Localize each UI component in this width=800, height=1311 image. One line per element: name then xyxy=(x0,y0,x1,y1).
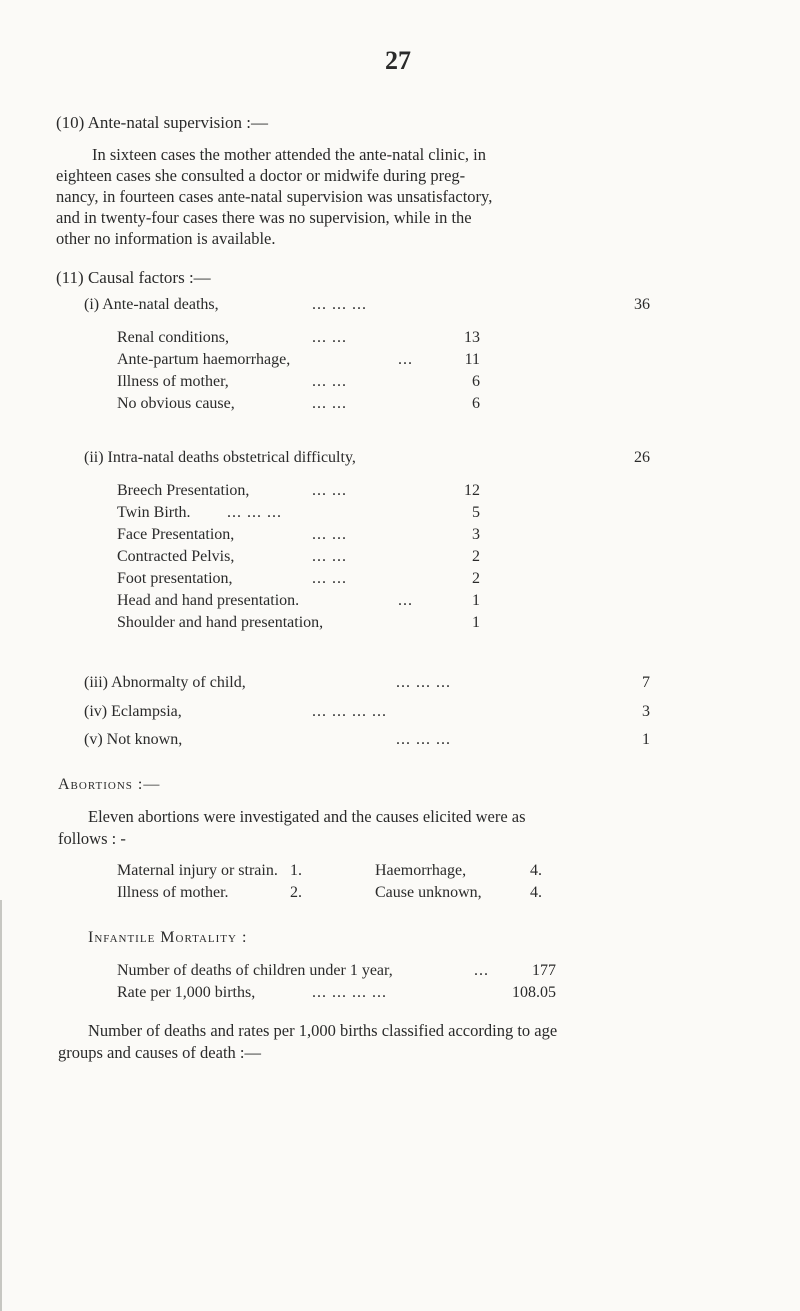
list-item-leader: ... ... xyxy=(312,526,347,543)
list-item-leader: ... ... xyxy=(312,373,347,390)
abortion-cause-label: Maternal injury or strain. xyxy=(117,862,278,879)
list-item-value: 6 xyxy=(472,395,480,412)
list-item-value: 5 xyxy=(472,504,480,521)
antenatal-heading: (10) Ante-natal supervision :— xyxy=(56,113,268,132)
list-item-label: Head and hand presentation. xyxy=(117,592,300,609)
abortion-cause-value: 4. xyxy=(530,862,542,879)
list-item-leader: ... xyxy=(398,592,413,609)
list-item-label: (iv) Eclampsia, xyxy=(84,703,182,720)
list-item-value: 7 xyxy=(642,674,650,691)
list-item-leader: ... ... xyxy=(312,570,347,587)
infantile-row-label: Rate per 1,000 births, xyxy=(117,984,256,1001)
causal-heading: (11) Causal factors :— xyxy=(56,268,211,287)
list-item-value: 13 xyxy=(464,329,480,346)
abortion-cause-value: 2. xyxy=(290,884,302,901)
antenatal-deaths-label: (i) Ante-natal deaths, xyxy=(84,296,219,313)
infantile-row-value: 108.05 xyxy=(512,984,556,1001)
antenatal-deaths-total: 36 xyxy=(634,296,650,313)
list-item-value: 1 xyxy=(472,614,480,631)
list-item-label: No obvious cause, xyxy=(117,395,235,412)
antenatal-line-5: other no information is available. xyxy=(56,229,276,248)
list-item-label: Twin Birth. xyxy=(117,504,191,521)
list-item-leader: ... ... xyxy=(312,482,347,499)
antenatal-line-4: and in twenty-four cases there was no supervision, while in the xyxy=(56,208,472,227)
abortion-cause-label: Haemorrhage, xyxy=(375,862,467,879)
infantile-row-leader: ... xyxy=(474,962,489,979)
list-item-leader: ... ... ... ... xyxy=(312,703,387,720)
abortion-cause-value: 4. xyxy=(530,884,542,901)
intranatal-deaths-label: (ii) Intra-natal deaths obstetrical difficulty, xyxy=(84,449,356,466)
list-item-value: 3 xyxy=(642,703,650,720)
abortions-line-2: follows : - xyxy=(58,829,126,848)
list-item-label: (iii) Abnormalty of child, xyxy=(84,674,246,691)
list-item-label: Renal conditions, xyxy=(117,329,229,346)
list-item-value: 1 xyxy=(472,592,480,609)
list-item-label: Shoulder and hand presentation, xyxy=(117,614,324,631)
list-item-value: 6 xyxy=(472,373,480,390)
infantile-footer-line-1: Number of deaths and rates per 1,000 births classified according to age xyxy=(88,1021,558,1040)
infantile-row-label: Number of deaths of children under 1 year, xyxy=(117,962,393,979)
list-item-value: 11 xyxy=(464,351,480,368)
list-item-value: 1 xyxy=(642,731,650,748)
list-item-label: Face Presentation, xyxy=(117,526,235,543)
list-item-label: (v) Not known, xyxy=(84,731,183,748)
abortions-heading: Abortions :— xyxy=(58,776,161,793)
list-item-leader: ... ... xyxy=(312,548,347,565)
abortion-cause-label: Illness of mother. xyxy=(117,884,229,901)
infantile-row-leader: ... ... ... ... xyxy=(312,984,387,1001)
antenatal-line-1: In sixteen cases the mother attended the ante-natal clinic, in xyxy=(92,145,487,164)
abortion-cause-label: Cause unknown, xyxy=(375,884,482,901)
infantile-footer-line-2: groups and causes of death :— xyxy=(58,1043,261,1062)
list-item-leader: ... ... xyxy=(312,329,347,346)
intranatal-deaths-total: 26 xyxy=(634,449,650,466)
list-item-leader: ... ... xyxy=(312,395,347,412)
list-item-leader: ... xyxy=(398,351,413,368)
abortion-cause-value: 1. xyxy=(290,862,302,879)
list-item-value: 2 xyxy=(472,570,480,587)
list-item-value: 2 xyxy=(472,548,480,565)
list-item-leader: ... ... ... xyxy=(396,731,451,748)
antenatal-line-3: nancy, in fourteen cases ante-natal supervision was unsatisfactory, xyxy=(56,187,493,206)
list-item-label: Contracted Pelvis, xyxy=(117,548,235,565)
abortions-line-1: Eleven abortions were investigated and the causes elicited were as xyxy=(88,807,526,826)
antenatal-line-2: eighteen cases she consulted a doctor or midwife during preg- xyxy=(56,166,466,185)
list-item-label: Ante-partum haemorrhage, xyxy=(117,351,291,368)
list-item-value: 12 xyxy=(464,482,480,499)
page-edge-shadow xyxy=(0,900,2,1311)
list-item-leader: ... ... ... xyxy=(227,504,282,521)
page-number: 27 xyxy=(385,46,411,75)
list-item-leader: ... ... ... xyxy=(396,674,451,691)
list-item-label: Illness of mother, xyxy=(117,373,229,390)
antenatal-deaths-leader: ... ... ... xyxy=(312,296,367,313)
infantile-row-value: 177 xyxy=(532,962,556,979)
list-item-label: Foot presentation, xyxy=(117,570,233,587)
list-item-value: 3 xyxy=(472,526,480,543)
list-item-label: Breech Presentation, xyxy=(117,482,250,499)
infantile-heading: Infantile Mortality : xyxy=(88,929,248,946)
